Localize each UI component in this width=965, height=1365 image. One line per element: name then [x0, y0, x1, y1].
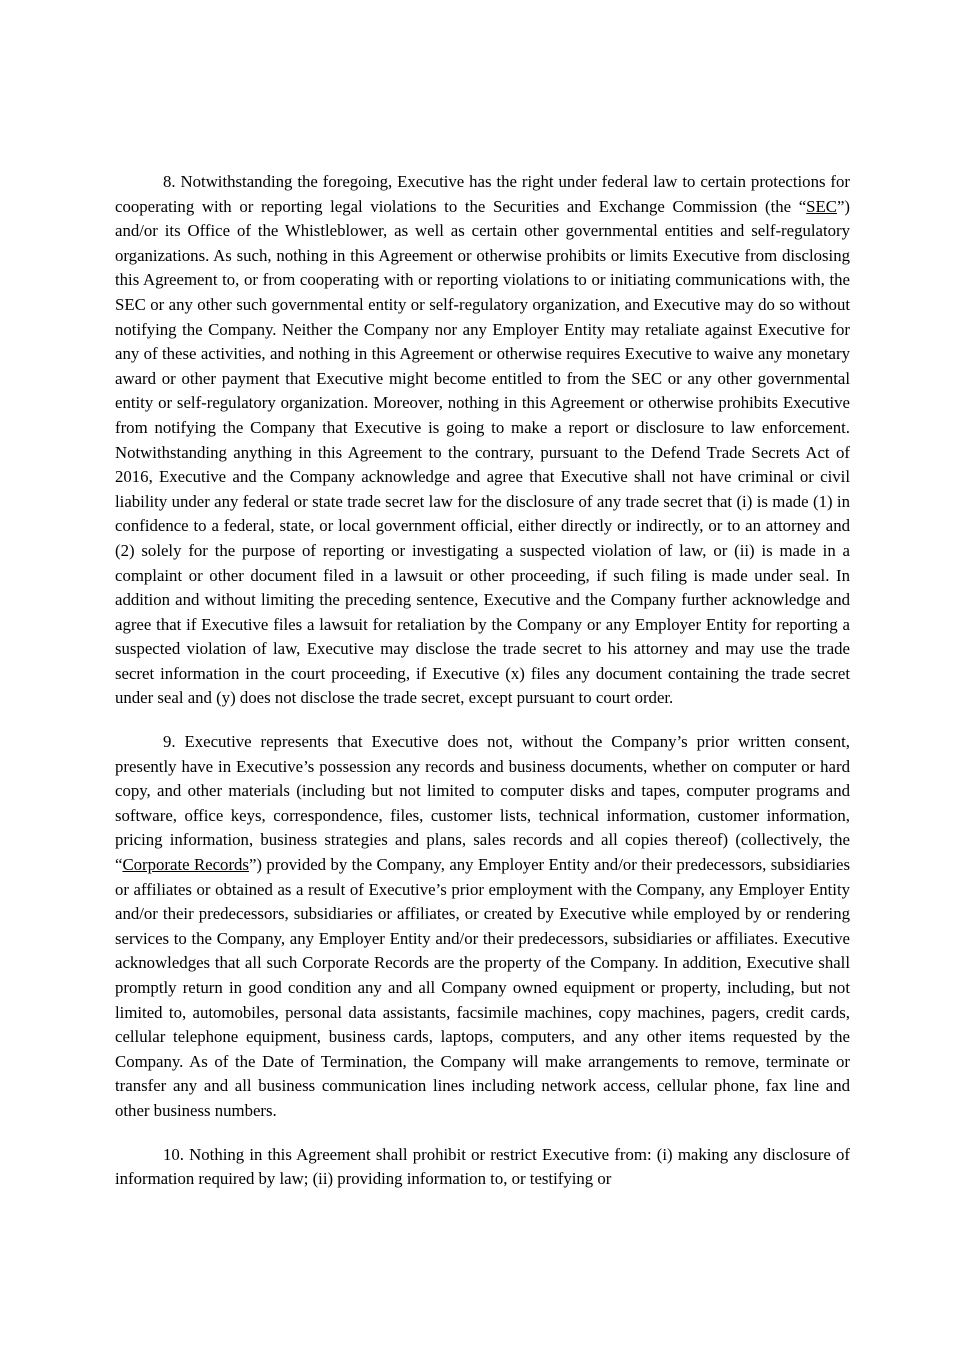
- para-8: [115, 170, 850, 711]
- text-run: 8. Notwithstanding the foregoing, Executive has the right under federal law to certain protections for cooperating with or reporting legal violations to the Securities and Exchange Commission (the “: [115, 172, 850, 216]
- defined-term: Corporate Records: [122, 855, 249, 875]
- text-run: 9. Executive represents that Executive does not, without the Company’s prior written consent, presently have in Executive’s possession any records and business documents, whether on computer or hard copy, and other materials (including but not limited to computer disks and tapes, computer programs and software, office keys, correspondence, files, customer lists, technical information, customer information, pricing information, business strategies and plans, sales records and all copies thereof) (collectively, the “: [115, 732, 850, 875]
- text-run: 10. Nothing in this Agreement shall prohibit or restrict Executive from: (i) making any disclosure of information required by law; (ii) providing information to, or testifying or: [115, 1144, 850, 1189]
- defined-term: SEC: [806, 196, 837, 216]
- text-run: ”) and/or its Office of the Whistleblower, as well as certain other governmental entities and self-regulatory organizations. As such, nothing in this Agreement or otherwise prohibits or limits Executive from disclosing this Agreement to, or from cooperating with or reporting violations to or initiating communications with, the SEC or any other such governmental entity or self-regulatory organization, and Executive may do so without notifying the Company. Neither the Company nor any Employer Entity may retaliate against Executive for any of these activities, and nothing in this Agreement or otherwise requires Executive to waive any monetary award or other payment that Executive might become entitled to from the SEC or any other governmental entity or self-regulatory organization. Moreover, nothing in this Agreement or otherwise prohibits Executive from notifying the Company that Executive is going to make a report or disclosure to law enforcement. Notwithstanding anything in this Agreement to the contrary, pursuant to the Defend Trade Secrets Act of 2016, Executive and the Company acknowledge and agree that Executive shall not have criminal or civil liability under any federal or state trade secret law for the disclosure of any trade secret that (i) is made (1) in confidence to a federal, state, or local government official, either directly or indirectly, or to an attorney and (2) solely for the purpose of reporting or investigating a suspected violation of law, or (ii) is made in a complaint or other document filed in a lawsuit or other proceeding, if such filing is made under seal. In addition and without limiting the preceding sentence, Executive and the Company further acknowledge and agree that if Executive files a lawsuit for retaliation by the Company or any Employer Entity for reporting a suspected violation of law, Executive may disclose the trade secret to his attorney and may use the trade secret information in the court proceeding, if Executive (x) files any document containing the trade secret under seal and (y) does not disclose the trade secret, except pursuant to court order.: [115, 196, 850, 708]
- document-text-body: [115, 170, 850, 1192]
- para-10: [115, 1143, 850, 1192]
- para-9: [115, 730, 850, 1124]
- text-run: ”) provided by the Company, any Employer Entity and/or their predecessors, subsidiaries or affiliates or obtained as a result of Executive’s prior employment with the Company, any Employer Entity and/or their predecessors, subsidiaries or affiliates, or created by Executive while employed by or rendering services to the Company, any Employer Entity and/or their predecessors, subsidiaries or affiliates. Executive acknowledges that all such Corporate Records are the property of the Company. In addition, Executive shall promptly return in good condition any and all Company owned equipment or property, including, but not limited to, automobiles, personal data assistants, facsimile machines, copy machines, pagers, credit cards, cellular telephone equipment, business cards, laptops, computers, and any other items requested by the Company. As of the Date of Termination, the Company will make arrangements to remove, terminate or transfer any and all business communication lines including network access, cellular phone, fax line and other business numbers.: [115, 855, 850, 1120]
